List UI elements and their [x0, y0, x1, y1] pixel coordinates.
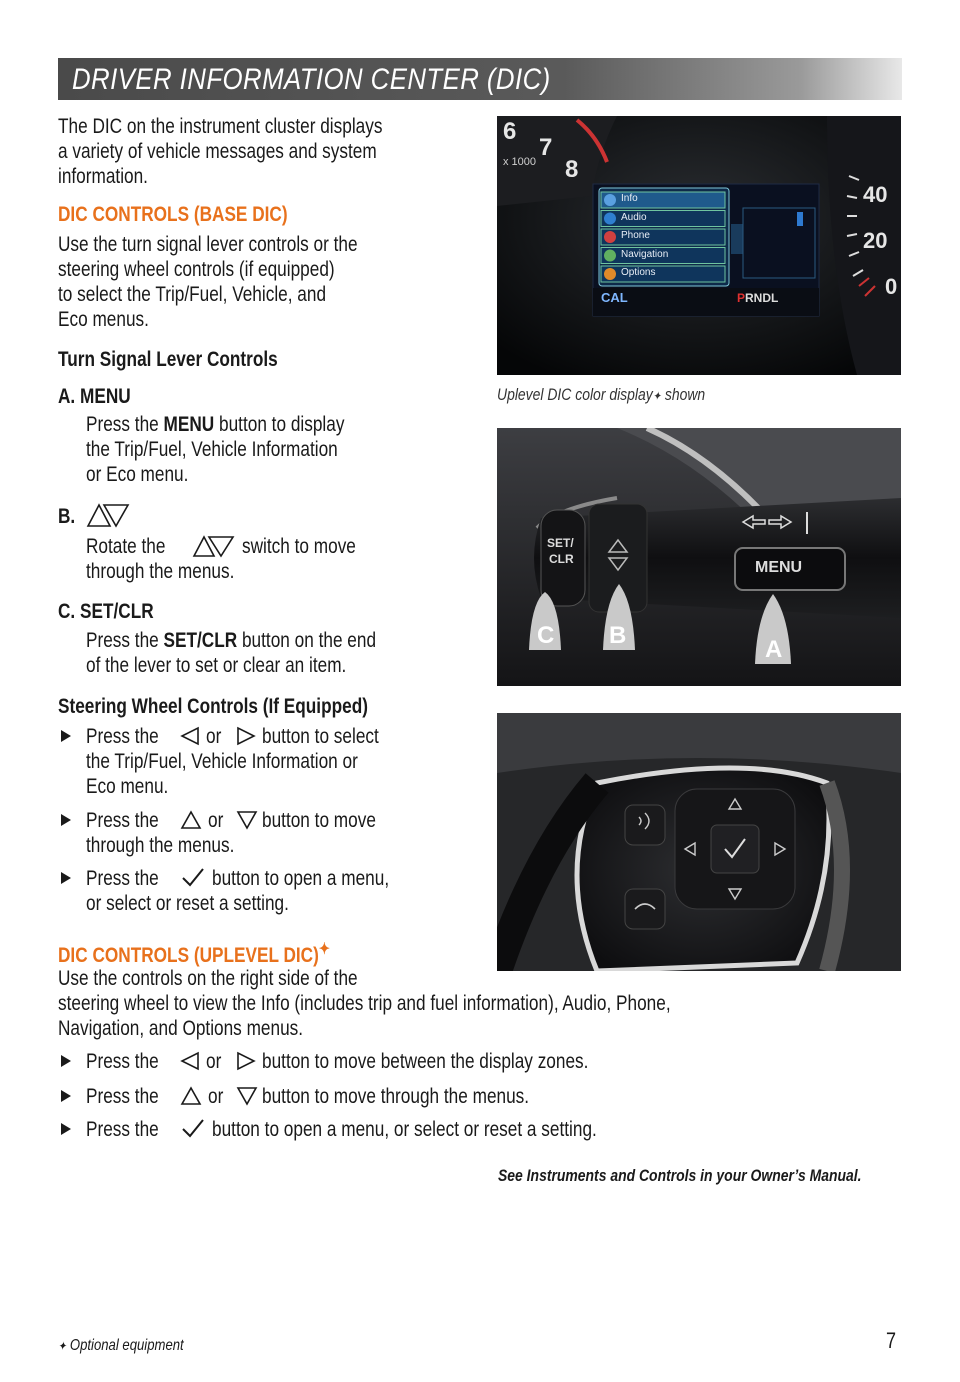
dic-menu-row	[601, 266, 725, 282]
dic-menu-icon	[604, 194, 616, 206]
base-dic-heading: DIC CONTROLS (BASE DIC)	[58, 203, 288, 226]
right-arrow-icon	[236, 1051, 256, 1071]
gauge-left-7: 7	[539, 134, 553, 161]
bullet-icon	[61, 1123, 71, 1135]
u3-pre: Press the	[86, 1118, 159, 1141]
item-c-line-1: Press the SET/CLR button on the end	[86, 629, 377, 652]
gauge-right-0: 0	[885, 274, 898, 299]
s1-line-2: the Trip/Fuel, Vehicle Information or	[86, 750, 358, 773]
uplevel-line-1: Use the controls on the right side of the	[58, 967, 358, 990]
uplevel-dic-heading: DIC CONTROLS (UPLEVEL DIC)✦	[58, 941, 330, 967]
up-down-switch-icon-inline	[192, 534, 236, 558]
lever-clr-label: CLR	[549, 552, 574, 566]
s2-pre: Press the	[86, 809, 159, 832]
s3-pre: Press the	[86, 867, 159, 890]
dic-menu-row	[601, 192, 725, 208]
owners-manual-note: See Instruments and Controls in your Owner’s Manual.	[498, 1166, 862, 1185]
item-c-label: C. SET/CLR	[58, 600, 154, 623]
down-arrow-icon	[236, 810, 258, 830]
gear-p: P	[737, 291, 746, 305]
dic-menu-item-audio: Audio	[621, 211, 647, 223]
page-number: 7	[886, 1328, 897, 1353]
uplevel-line-3: Navigation, and Options menus.	[58, 1017, 304, 1040]
item-a-label: A. MENU	[58, 385, 131, 408]
status-cal: CAL	[601, 290, 628, 305]
callout-b: B	[609, 622, 627, 649]
intro-line-2: a variety of vehicle messages and system	[58, 140, 377, 163]
bullet-icon	[61, 872, 71, 884]
optional-star: ✦	[318, 941, 330, 958]
bullet-icon	[61, 814, 71, 826]
section-title: DRIVER INFORMATION CENTER (DIC)	[72, 63, 551, 96]
gear-rest: RNDL	[745, 291, 779, 305]
section-header-bar	[58, 58, 902, 100]
dic-menu-row	[601, 229, 725, 245]
item-a-line-3: or Eco menu.	[86, 463, 189, 486]
gauge-right-20: 20	[863, 228, 888, 253]
base-body-1: Use the turn signal lever controls or the	[58, 233, 358, 256]
left-arrow-icon	[180, 1051, 200, 1071]
u1-pre: Press the	[86, 1050, 159, 1073]
up-arrow-icon	[180, 1086, 202, 1106]
up-arrow-icon	[180, 810, 202, 830]
left-arrow-icon	[180, 726, 200, 746]
up-down-switch-icon	[86, 502, 130, 528]
steering-wheel-controls-photo	[497, 713, 901, 971]
gauge-right-40: 40	[863, 182, 888, 207]
item-b-line-2: through the menus.	[86, 560, 235, 583]
u1-post: button to move between the display zones.	[262, 1050, 589, 1073]
s1-post: button to select	[262, 725, 379, 748]
checkmark-icon	[180, 866, 206, 888]
dic-menu-icon	[604, 268, 616, 280]
gauge-left-8: 8	[565, 156, 579, 183]
dic-menu-row	[601, 211, 725, 227]
bullet-icon	[61, 1055, 71, 1067]
lever-menu-button: MENU	[755, 559, 803, 576]
item-b-label: B.	[58, 505, 76, 528]
u2-mid: or	[208, 1085, 224, 1108]
s2-line-2: through the menus.	[86, 834, 235, 857]
item-a-line-2: the Trip/Fuel, Vehicle Information	[86, 438, 338, 461]
item-a-line-1: Press the MENU button to display	[86, 413, 345, 436]
lever-set-label: SET/	[547, 536, 574, 550]
bullet-icon	[61, 1090, 71, 1102]
item-b-line-1b: switch to move	[242, 535, 356, 558]
s2-post: button to move	[262, 809, 376, 832]
dic-menu-item-info: Info	[621, 193, 638, 204]
gauge-left-unit: x 1000	[503, 156, 537, 168]
down-arrow-icon	[236, 1086, 258, 1106]
s1-line-3: Eco menu.	[86, 775, 169, 798]
steering-controls-heading: Steering Wheel Controls (If Equipped)	[58, 695, 368, 718]
base-body-2: steering wheel controls (if equipped)	[58, 258, 335, 281]
uplevel-line-2: steering wheel to view the Info (includes trip and fuel information), Audio, Phone,	[58, 992, 671, 1015]
callout-a: A	[765, 636, 783, 663]
gear-indicator	[737, 291, 778, 305]
item-b-line-1: Rotate the	[86, 535, 166, 558]
bullet-icon	[61, 730, 71, 742]
checkmark-icon	[180, 1117, 206, 1139]
u1-mid: or	[206, 1050, 222, 1073]
dic-menu-icon	[604, 213, 616, 225]
optional-equipment-note: ✦ Optional equipment	[58, 1337, 184, 1354]
intro-line-1: The DIC on the instrument cluster displays	[58, 115, 383, 138]
dic-menu-icon	[604, 231, 616, 243]
item-c-line-2: of the lever to set or clear an item.	[86, 654, 347, 677]
dic-menu-item-options: Options	[621, 267, 656, 278]
dic-menu-item-navigation: Navigation	[621, 248, 669, 260]
s1-pre: Press the	[86, 725, 159, 748]
s1-mid: or	[206, 725, 222, 748]
dic-display-photo	[497, 116, 901, 375]
u2-pre: Press the	[86, 1085, 159, 1108]
base-body-3: to select the Trip/Fuel, Vehicle, and	[58, 283, 327, 306]
u3-post: button to open a menu, or select or reset a setting.	[212, 1118, 597, 1141]
s3-post: button to open a menu,	[212, 867, 390, 890]
dic-photo-caption: Uplevel DIC color display✦ shown	[497, 385, 706, 404]
dic-menu-icon	[604, 250, 616, 262]
lever-controls-heading: Turn Signal Lever Controls	[58, 348, 278, 371]
u2-post: button to move through the menus.	[262, 1085, 530, 1108]
right-arrow-icon	[236, 726, 256, 746]
base-body-4: Eco menus.	[58, 308, 149, 331]
turn-signal-lever-photo	[497, 428, 901, 686]
intro-line-3: information.	[58, 165, 148, 188]
gauge-left-6: 6	[503, 118, 517, 145]
callout-c: C	[537, 622, 555, 649]
dic-menu-item-phone: Phone	[621, 230, 650, 241]
s2-mid: or	[208, 809, 224, 832]
s3-line-2: or select or reset a setting.	[86, 892, 289, 915]
